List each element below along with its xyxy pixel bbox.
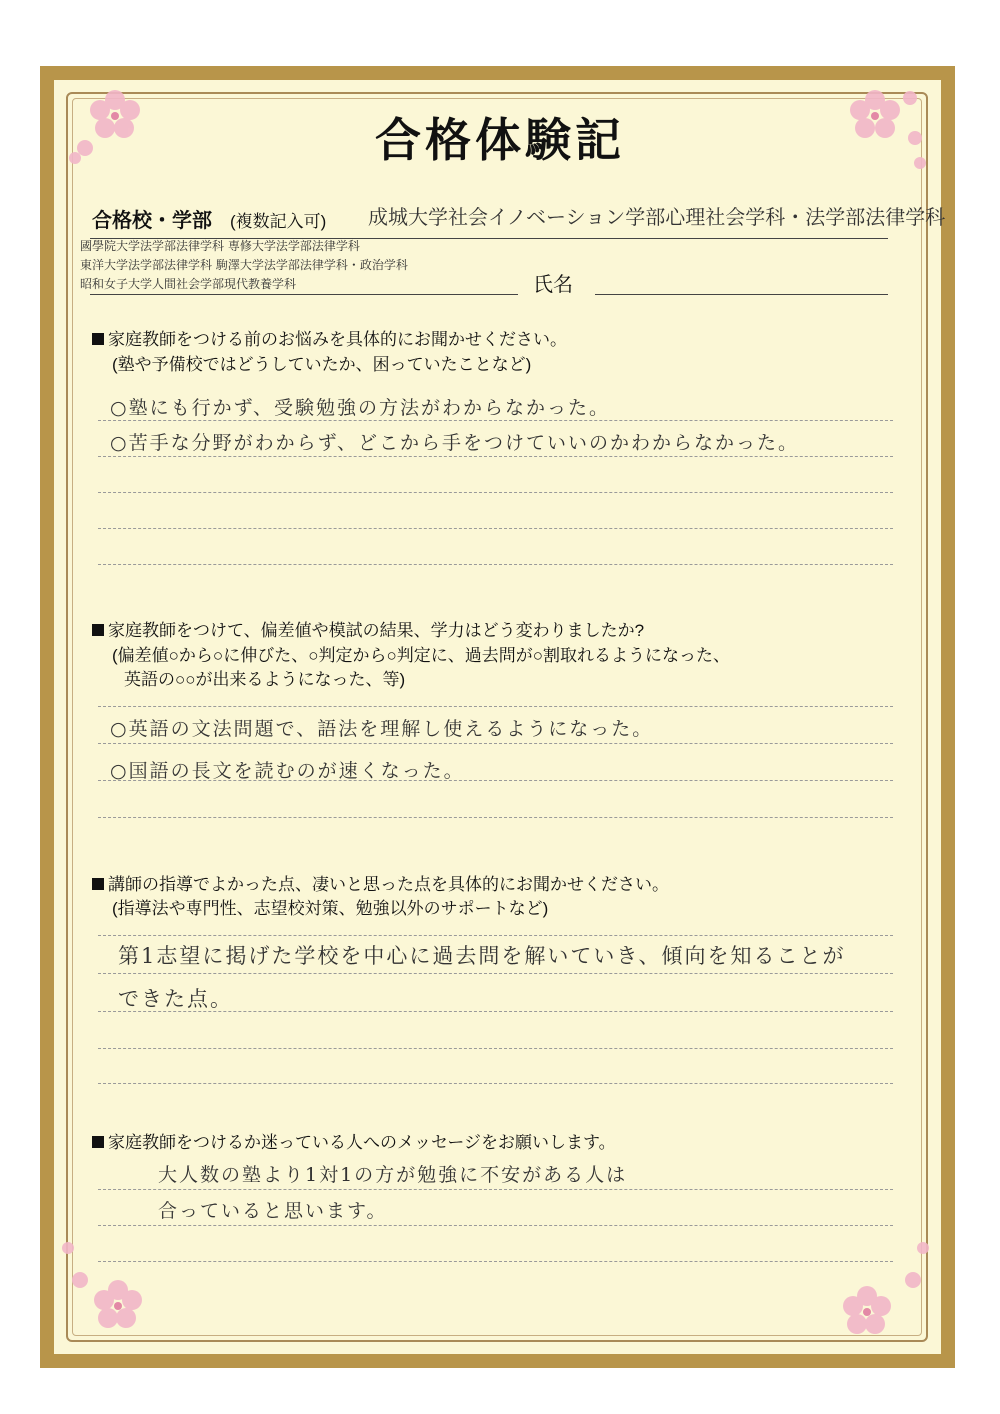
name-line: [595, 294, 888, 295]
square-bullet-icon: [92, 333, 104, 345]
ruled-line: [98, 706, 893, 707]
cherry-blossom-icon: [835, 1238, 935, 1338]
section-1-answer-1: ○塾にも行かず、受験勉強の方法がわからなかった。: [110, 397, 611, 419]
ruled-line: [98, 1189, 893, 1190]
section-2-answer-1: ○英語の文法問題で、語法を理解し使えるようになった。: [110, 718, 654, 740]
ruled-line: [98, 456, 893, 457]
school-answer: 成城大学社会イノベーション学部心理社会学科・法学部法律学科: [368, 205, 946, 229]
ruled-line: [98, 1261, 893, 1262]
section-3-answer-1: 第1志望に掲げた学校を中心に過去問を解いていき、傾向を知ることが: [118, 944, 846, 968]
section-4-answer-1: 大人数の塾より1対1の方が勉強に不安がある人は: [158, 1164, 628, 1186]
ruled-line: [98, 528, 893, 529]
school-label: 合格校・学部: [92, 210, 212, 232]
ruled-line: [98, 492, 893, 493]
school-note: (複数記入可): [230, 212, 327, 231]
ruled-line: [98, 420, 893, 421]
section-3-answer-2: できた点。: [118, 987, 233, 1011]
square-bullet-icon: [92, 878, 104, 890]
ruled-line: [98, 1048, 893, 1049]
section-4-question: [92, 1128, 616, 1153]
ruled-line: [98, 564, 893, 565]
ruled-line: [98, 1225, 893, 1226]
page-title: 合格体験記: [375, 113, 625, 167]
question-text: 講師の指導でよかった点、凄いと思った点を具体的にお聞かせください。: [108, 875, 669, 894]
section-1-question: [92, 325, 567, 350]
section-1-answer-2: ○苦手な分野がわからず、どこから手をつけていいのかわからなかった。: [110, 432, 800, 454]
school-extra-2: 東洋大学法学部法律学科 駒澤大学法学部法律学科・政治学科: [80, 258, 408, 272]
ruled-line: [98, 935, 893, 936]
name-label: 氏名: [533, 274, 573, 296]
section-2-question: [92, 616, 644, 641]
cherry-blossom-icon: [60, 1238, 160, 1338]
question-text: 家庭教師をつけて、偏差値や模試の結果、学力はどう変わりましたか?: [108, 621, 645, 640]
question-text: 家庭教師をつけるか迷っている人へのメッセージをお願いします。: [108, 1133, 616, 1152]
ruled-line: [98, 1083, 893, 1084]
square-bullet-icon: [92, 1136, 104, 1148]
school-extra-3: 昭和女子大学人間社会学部現代教養学科: [80, 277, 297, 291]
school-extra-1: 國學院大学法学部法律学科 専修大学法学部法律学科: [80, 239, 360, 253]
section-3-note: (指導法や専門性、志望校対策、勉強以外のサポートなど): [112, 899, 549, 918]
section-1-note: (塾や予備校ではどうしていたか、困っていたことなど): [112, 355, 532, 374]
section-4-answer-2: 合っていると思います。: [158, 1200, 388, 1222]
school-extra-line: [90, 294, 518, 295]
ruled-line: [98, 1011, 893, 1012]
ruled-line: [98, 780, 893, 781]
ruled-line: [98, 817, 893, 818]
section-2-note-1: (偏差値○から○に伸びた、○判定から○判定に、過去問が○割取れるようになった、: [112, 646, 730, 665]
section-2-answer-2: ○国語の長文を読むのが速くなった。: [110, 760, 465, 782]
square-bullet-icon: [92, 624, 104, 636]
section-3-question: [92, 870, 669, 895]
section-2-note-2: 英語の○○が出来るようになった、等): [124, 670, 406, 689]
ruled-line: [98, 973, 893, 974]
question-text: 家庭教師をつける前のお悩みを具体的にお聞かせください。: [108, 330, 567, 349]
ruled-line: [98, 743, 893, 744]
